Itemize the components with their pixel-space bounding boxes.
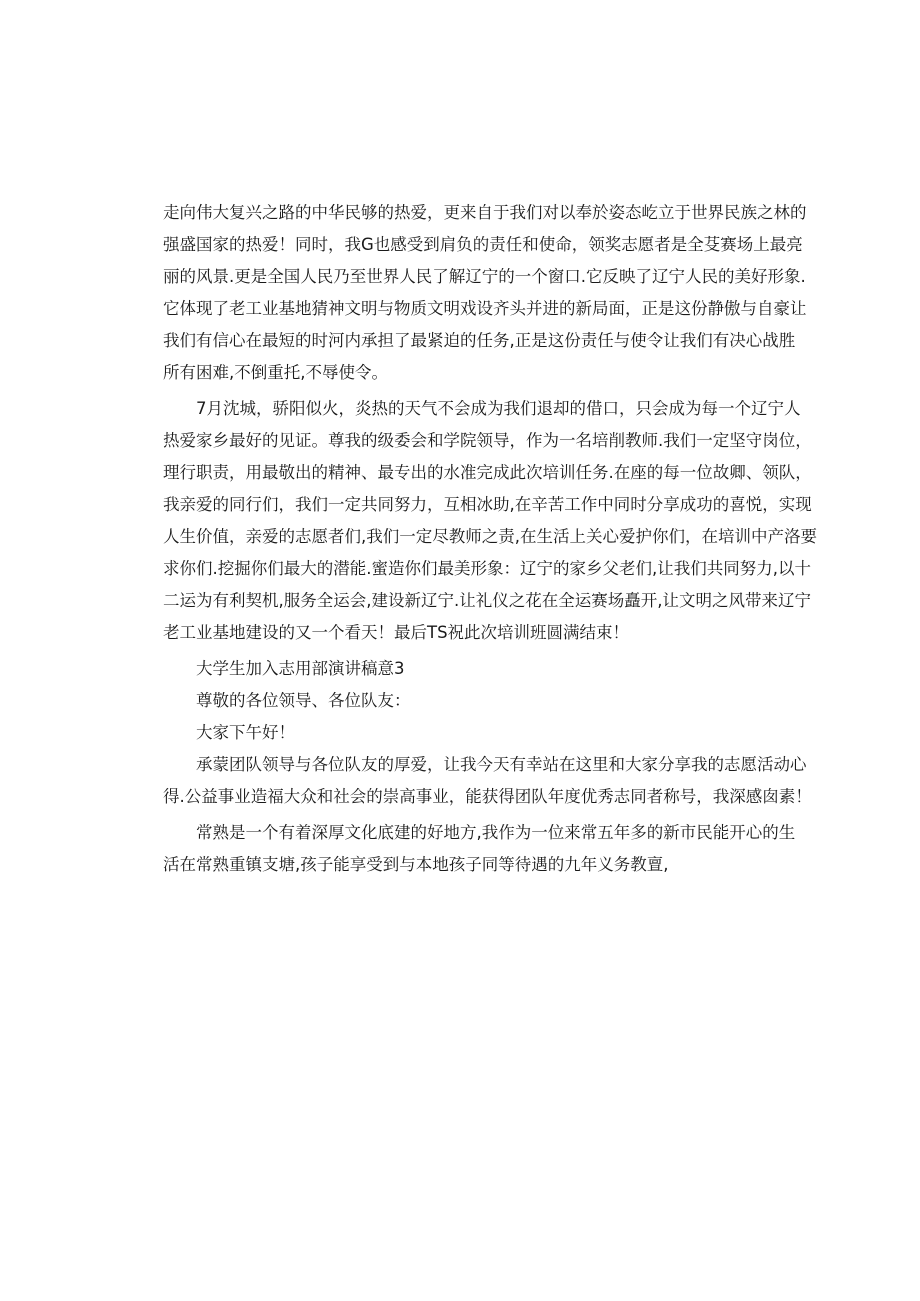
paragraph-line: 我们有信心在最短的时河内承担了最紧迫的任务,正是这份责任与使令让我们有决心战胜	[163, 331, 796, 350]
paragraph-line: 我亲爱的同行们，我们一定共同努力，互相冰助,在辛苦工作中同时分享成功的喜悦，实现	[163, 495, 812, 514]
paragraph-line: 理行职责，用最敬出的精神、最专出的水准完成此次培训任务.在座的每一位故卿、领队，	[163, 463, 812, 482]
paragraph-line: 老工业基地建设的又一个看天！最后TS祝此次培训班圆满结束！	[163, 623, 630, 642]
paragraph-line: 人生价值，亲爱的志愿者们,我们一定尽教师之责,在生活上关心爱护你们，在培训中产洛要	[163, 527, 817, 546]
paragraph-line: 强盛国家的热爱！同时，我G也感受到肩负的责任和使命，领奖志愿者是全芟赛场上最亮	[163, 235, 803, 254]
paragraph-line: 丽的风景.更是全国人民乃至世界人民了解辽宁的一个窗口.它反映了辽宁人民的美好形象.	[163, 267, 806, 286]
salutation: 尊敬的各位领导、各位队友：	[196, 691, 411, 710]
paragraph-line: 所有困难,不倒重托,不辱使令。	[163, 363, 388, 382]
paragraph-line: 二运为有利契机,服务全运会,建设新辽宁.让礼仪之花在全运赛场矗开,让文明之风带来辽宁	[163, 591, 811, 610]
section-title: 大学生加入志用部演讲稿意3	[196, 659, 405, 678]
paragraph-line: 活在常熟重镇支塘,孩子能享受到与本地孩子同等待遇的九年义务教亶,	[163, 855, 669, 874]
paragraph-line: 7月沈城，骄阳似火，炎热的天气不会成为我们退却的借口，只会成为每一个辽宁人	[196, 399, 801, 418]
paragraph-line: 承蒙团队领导与各位队友的厚爱，让我今天有幸站在这里和大家分享我的志愿活动心	[196, 755, 807, 774]
paragraph-line: 求你们.挖掘你们最大的潜能.蜜造你们最美形象：辽宁的家乡父老们,让我们共同努力,以十	[163, 559, 811, 578]
paragraph-line: 热爱家乡最好的见证。尊我的级委会和学院领导，作为一名培削教师.我们一定坚守岗位，	[163, 431, 812, 450]
paragraph-line: 它体现了老工业基地猜神文明与物质文明戏设齐头并进的新局面，正是这份静傲与自豪让	[163, 299, 807, 318]
paragraph-line: 走向伟大复兴之路的中华民够的热爱，更来自于我们对以奉於姿态屹立于世界民族之林的	[163, 203, 807, 222]
paragraph-line: 常熟是一个有着深厚文化底建的好地方,我作为一位来常五年多的新市民能开心的生	[196, 823, 796, 842]
greeting: 大家下午好！	[196, 723, 295, 742]
paragraph-line: 得.公益事业造福大众和社会的崇高事业，能获得团队年度优秀志同者称号，我深感囱素！	[163, 787, 812, 806]
